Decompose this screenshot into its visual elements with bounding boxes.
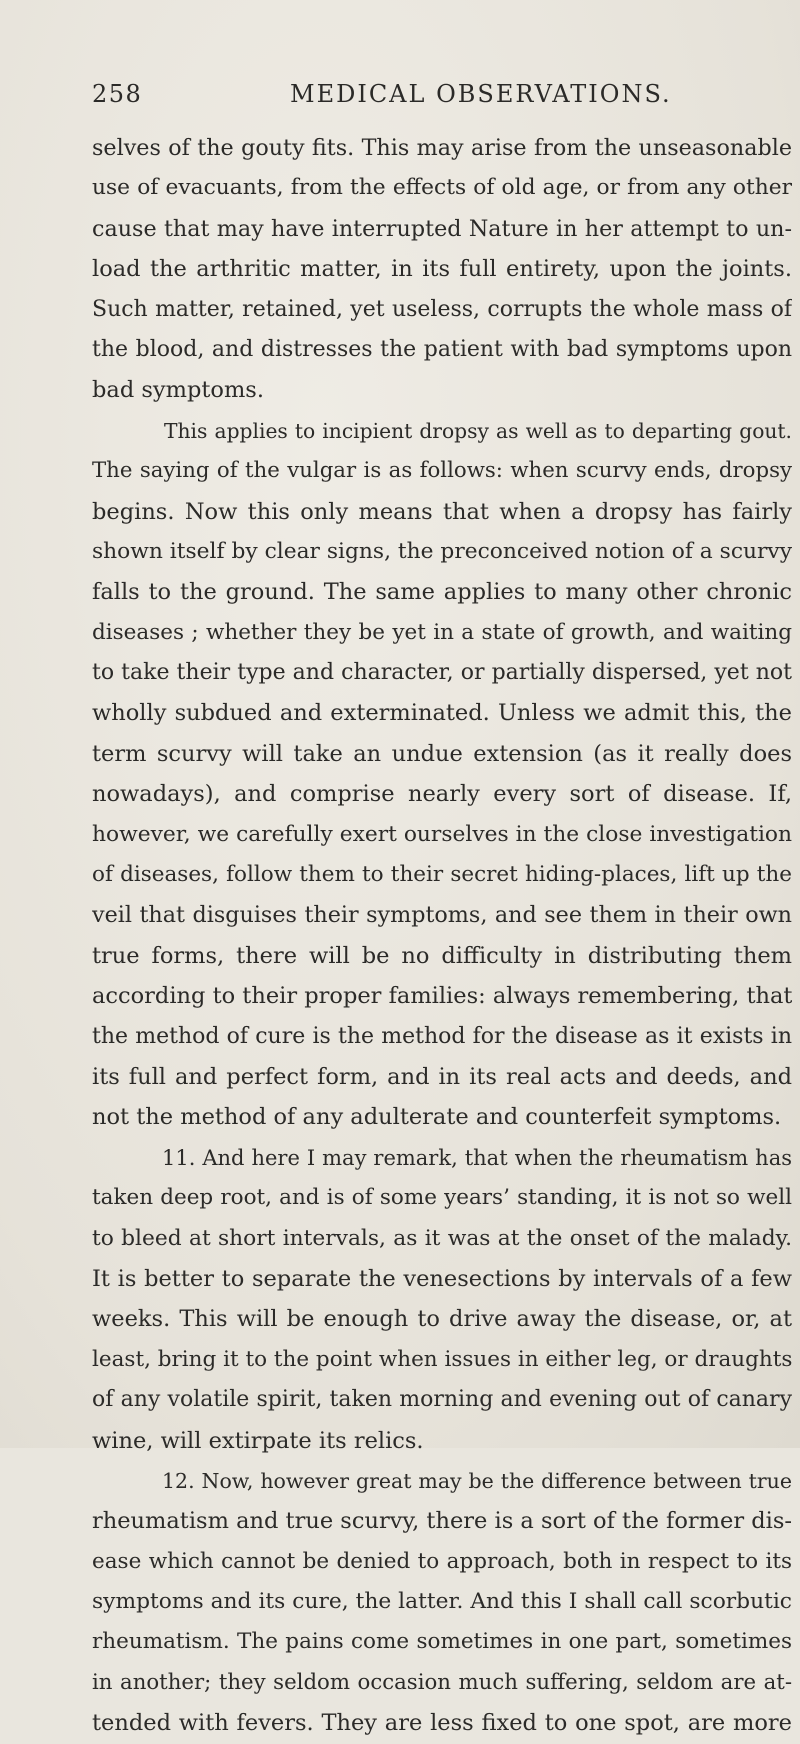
text-line: however, we carefully exert ourselves in the close investigation — [92, 821, 792, 847]
text-line: its full and perfect form, and in its real acts and deeds, and — [92, 1063, 792, 1090]
text-line: wine, will extirpate its relics. — [92, 1427, 424, 1454]
text-line: true forms, there will be no difficulty in distributing them — [92, 942, 792, 969]
text-line: wholly subdued and exterminated. Unless we admit this, the — [92, 700, 792, 727]
text-line: nowadays), and comprise nearly every sort of disease. If, — [92, 781, 792, 808]
running-title: MEDICAL OBSERVATIONS. — [290, 80, 672, 108]
text-line: ease which cannot be denied to approach, both in respect to its — [92, 1548, 792, 1574]
text-line: weeks. This will be enough to drive away the disease, or, at — [92, 1306, 792, 1333]
page-number: 258 — [92, 80, 143, 108]
text-line: It is better to separate the venesections by intervals of a few — [92, 1265, 792, 1292]
text-line: bad symptoms. — [92, 377, 264, 404]
text-line: This applies to incipient dropsy as well as to departing gout. — [164, 418, 792, 443]
text-line: diseases ; whether they be yet in a state of growth, and waiting — [92, 619, 792, 645]
text-line: cause that may have interrupted Nature in her attempt to un- — [92, 215, 792, 242]
text-line: least, bring it to the point when issues in either leg, or draughts — [92, 1346, 792, 1372]
text-line: falls to the ground. The same applies to many other chronic — [92, 579, 792, 606]
text-line: begins. Now this only means that when a dropsy has fairly — [92, 498, 792, 525]
text-line: to take their type and character, or partially dispersed, yet not — [92, 660, 792, 686]
text-line: symptoms and its cure, the latter. And this I shall call scorbutic — [92, 1589, 792, 1615]
text-line: rheumatism and true scurvy, there is a sort of the former dis- — [92, 1508, 792, 1535]
body-text — [92, 128, 792, 1744]
text-line: 11. And here I may remark, that when the rheumatism has — [162, 1145, 792, 1170]
text-line: term scurvy will take an undue extension (as it really does — [92, 740, 792, 767]
text-line: according to their proper families: always remembering, that — [92, 983, 792, 1010]
text-line: to bleed at short intervals, as it was at the onset of the malady. — [92, 1225, 792, 1251]
text-line: of any volatile spirit, taken morning and evening out of canary — [92, 1387, 792, 1413]
text-line: use of evacuants, from the effects of old age, or from any other — [92, 175, 792, 201]
text-line: Such matter, retained, yet useless, corrupts the whole mass of — [92, 296, 792, 322]
text-line: selves of the gouty fits. This may arise from the unseasonable — [92, 135, 792, 161]
text-line: The saying of the vulgar is as follows: when scurvy ends, dropsy — [92, 458, 792, 484]
text-line: the method of cure is the method for the disease as it exists in — [92, 1023, 792, 1049]
page-header — [92, 80, 792, 114]
text-line: of diseases, follow them to their secret hiding-places, lift up the — [92, 862, 792, 888]
text-line: veil that disguises their symptoms, and see them in their own — [92, 902, 792, 929]
text-line: load the arthritic matter, in its full entirety, upon the joints. — [92, 256, 792, 283]
text-line: in another; they seldom occasion much suffering, seldom are at- — [92, 1669, 792, 1695]
text-line: shown itself by clear signs, the preconceived notion of a scurvy — [92, 538, 792, 564]
text-line: taken deep root, and is of some years’ standing, it is not so well — [92, 1185, 792, 1211]
text-line: the blood, and distresses the patient with bad symptoms upon — [92, 336, 792, 362]
text-line: tended with fevers. They are less fixed to one spot, are more — [92, 1710, 792, 1737]
text-line: 12. Now, however great may be the difference between true — [162, 1468, 792, 1493]
text-line: not the method of any adulterate and counterfeit symptoms. — [92, 1104, 782, 1131]
text-line: rheumatism. The pains come sometimes in one part, sometimes — [92, 1629, 792, 1655]
